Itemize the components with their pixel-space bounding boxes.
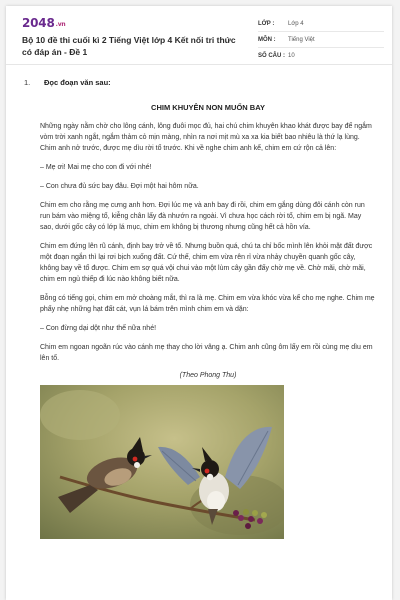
story-paragraph: Chim em ngoan ngoãn rúc vào cánh mẹ thay cho lời vâng ạ. Chim anh cũng ôm lấy em rồi cùng mẹ dìu em lên tổ. xyxy=(40,344,373,362)
bulbul-birds-photo xyxy=(40,385,284,539)
document-page xyxy=(6,6,392,600)
meta-label: MÔN : xyxy=(258,36,276,43)
meta-value: 10 xyxy=(288,52,295,59)
meta-value: Lớp 4 xyxy=(288,20,304,27)
document-header xyxy=(6,6,392,65)
meta-row-grade xyxy=(258,16,384,32)
story-paragraph: – Con đừng dại dột như thế nữa nhé! xyxy=(40,325,157,332)
meta-label: LỚP : xyxy=(258,20,275,27)
logo-text: 2048 xyxy=(22,16,55,30)
story-paragraph: Chim em cho rằng mẹ cưng anh hơn. Đợi lúc mẹ và anh bay đi rồi, chim em gắng dùng đôi cánh còn run run bám vào miệng tổ, kiễng chân lấy đà nhướn ra ngoài. Vì chưa học cách rời tổ, chim em bị ngã. May sao, dưới gốc cây có lớp lá mục, chim em không bị thương nhưng cũng hết cả hồn vía. xyxy=(40,202,365,231)
story-paragraph: – Con chưa đủ sức bay đâu. Đợi một hai hôm nữa. xyxy=(40,183,199,190)
question-instruction: Đọc đoạn văn sau: xyxy=(44,78,111,87)
story-author: (Theo Phong Thu) xyxy=(179,372,237,379)
document-meta xyxy=(258,16,384,63)
question-number: 1. xyxy=(24,78,31,87)
meta-value: Tiếng Việt xyxy=(288,36,315,43)
site-logo[interactable] xyxy=(22,16,65,30)
meta-row-count xyxy=(258,48,384,63)
reading-passage xyxy=(40,103,376,539)
story-paragraph: Bỗng có tiếng gọi, chim em mở choàng mắt, thì ra là mẹ. Chim em vừa khóc vừa kể cho mẹ nghe. Chim mẹ phẩy nhẹ những hạt đất cát, vụn lá bám trên mình chim em và dặn: xyxy=(40,295,375,313)
story-title: CHIM KHUYÊN NON MUỐN BAY xyxy=(151,103,265,112)
meta-row-subject xyxy=(258,32,384,48)
meta-label: SỐ CÂU : xyxy=(258,52,285,59)
story-paragraph: Những ngày nằm chờ cho lông cánh, lông đuôi mọc đủ, hai chú chim khuyên khao khát được bay để ngắm vòm trời xanh ngắt, ngắm thảm cỏ mịn màng, nhìn ra nơi mịt mù xa xa kia biết bao nhiêu là thứ lạ lùng. Chim anh nở trước, được mẹ dìu rời tổ trước. Khi về nghe chim anh kể, chim em cứ rộn cả lên: xyxy=(40,123,372,152)
document-title: Bộ 10 đề thi cuối kì 2 Tiếng Việt lớp 4 Kết nối tri thức có đáp án - Đề 1 xyxy=(22,35,236,57)
story-paragraph: – Mẹ ơi! Mai mẹ cho con đi với nhé! xyxy=(40,164,152,171)
story-paragraph: Chim em đứng lên rũ cánh, định bay trở về tổ. Nhưng buồn quá, chú ta chỉ bốc mình lên khỏi mặt đất được một đoạn ngắn thì lại rơi bịch xuống đất. Cứ thế, chim em vừa rên rỉ vừa nhảy chuyền quanh gốc cây, không bay về tổ được. Chim em sợ quá vội chui vào một lùm cây gần đấy chờ mẹ về. Chờ mãi, chờ mãi, chim em ngủ thiếp đi lúc nào không biết nữa. xyxy=(40,243,373,283)
logo-tld: .vn xyxy=(55,21,66,28)
